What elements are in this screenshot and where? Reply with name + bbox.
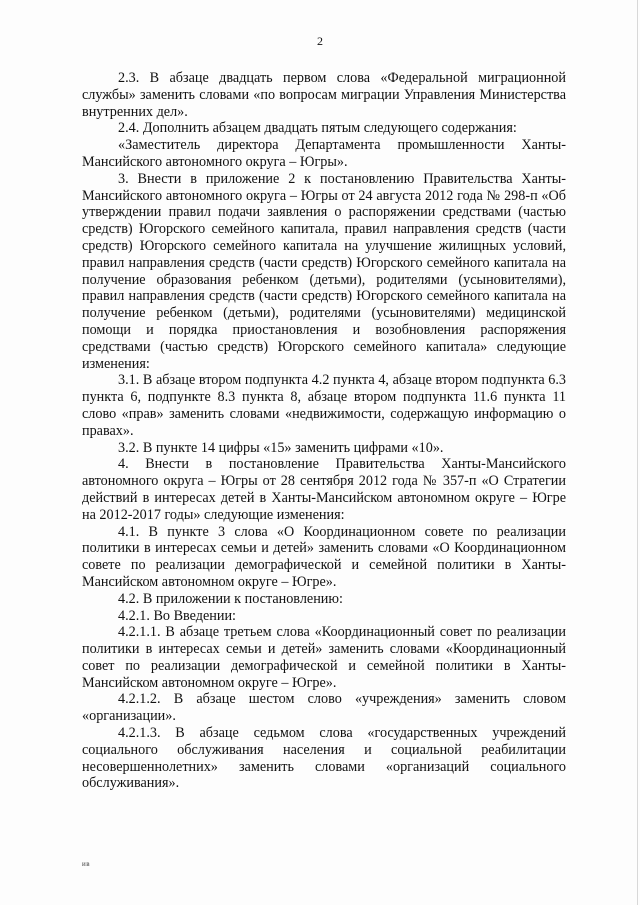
paragraph-3-2: 3.2. В пункте 14 цифры «15» заменить цифрами «10». bbox=[118, 439, 444, 456]
page-number: 2 bbox=[317, 34, 323, 48]
paragraph-2-3: 2.3. В абзаце двадцать первом слова «Федеральной миграционной службы» заменить словами «по вопросам миграции Управления Министерства внутренних дел». bbox=[82, 70, 566, 120]
document-body bbox=[82, 70, 566, 792]
paragraph-2-4-quote: «Заместитель директора Департамента промышленности Ханты-Мансийского автономного округа – Югры». bbox=[82, 137, 566, 170]
paragraph-3: 3. Внести в приложение 2 к постановлению Правительства Ханты-Мансийского автономного округа – Югры от 24 августа 2012 года № 298-п «Об утверждении правил подачи заявления о распоряжении средствами (частью средств) Югорского семейного капитала, правил направления средств (части средств) Югорского семейного капитала на улучшение жилищных условий, правил направления средств (части средств) Югорского семейного капитала на получение образования ребенком (детьми), родителями (усыновителями), правил направления средств (части средств) Югорского семейного капитала на получение ребенком (детьми), родителями (усыновителями) медицинской помощи и порядка приостановления и возобновления распоряжения средствами (частью средств) Югорского семейного капитала» следующие изменения: bbox=[82, 170, 566, 372]
paragraph-4-2-1-1: 4.2.1.1. В абзаце третьем слова «Координационный совет по реализации политики в интересах семьи и детей» заменить словами «Координационный совет по реализации демографической и семейной политики в Ханты-Мансийском автономном округе – Югре». bbox=[82, 624, 566, 691]
paragraph-4-2-1: 4.2.1. Во Введении: bbox=[118, 607, 236, 624]
footer-mark: ив bbox=[82, 860, 91, 868]
paragraph-4-1: 4.1. В пункте 3 слова «О Координационном совете по реализации политики в интересах семьи и детей» заменить словами «О Координационном совете по реализации демографической и семейной политики в Ханты-Мансийском автономном округе – Югре». bbox=[82, 523, 566, 590]
paragraph-3-1: 3.1. В абзаце втором подпункта 4.2 пункта 4, абзаце втором подпункта 6.3 пункта 6, подпункте 8.3 пункта 8, абзаце втором подпункта 11.6 пункта 11 слово «прав» заменить словами «недвижимости, содержащую информацию о правах». bbox=[82, 372, 566, 439]
scan-edge-line bbox=[637, 0, 638, 905]
paragraph-4-2-1-3: 4.2.1.3. В абзаце седьмом слова «государственных учреждений социального обслуживания населения и социальной реабилитации несовершеннолетних» заменить словами «организаций социального обслуживания». bbox=[82, 725, 566, 792]
paragraph-4: 4. Внести в постановление Правительства Ханты-Мансийского автономного округа – Югры от 28 сентября 2012 года № 357-п «О Стратегии действий в интересах детей в Ханты-Мансийском автономном округе – Югре на 2012-2017 годы» следующие изменения: bbox=[82, 456, 566, 523]
paragraph-4-2: 4.2. В приложении к постановлению: bbox=[118, 590, 343, 607]
paragraph-2-4: 2.4. Дополнить абзацем двадцать пятым следующего содержания: bbox=[118, 120, 517, 137]
paragraph-4-2-1-2: 4.2.1.2. В абзаце шестом слово «учреждения» заменить словом «организации». bbox=[82, 691, 566, 725]
